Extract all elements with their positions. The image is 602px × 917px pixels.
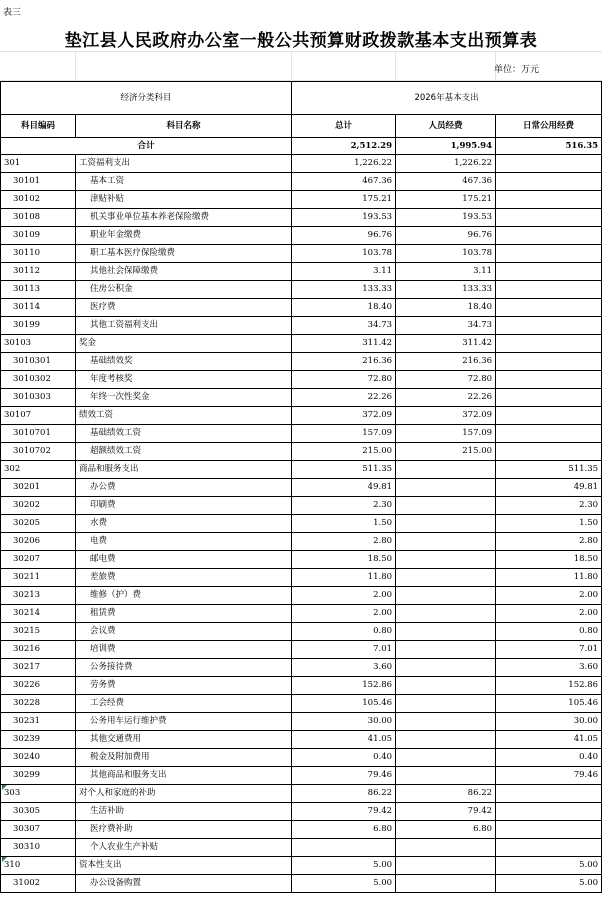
row-public: 2.00 [496,605,602,623]
row-public: 1.50 [496,515,602,533]
row-public: 7.01 [496,641,602,659]
row-total: 467.36 [292,173,396,191]
row-public: 79.46 [496,767,602,785]
table-row [1,587,602,605]
row-code: 3010701 [1,425,76,443]
row-name: 其他商品和服务支出 [76,767,292,785]
row-total: 7.01 [292,641,396,659]
row-personnel [396,497,496,515]
row-public [496,353,602,371]
header-name: 科目名称 [76,115,292,138]
row-name: 会议费 [76,623,292,641]
row-personnel [396,641,496,659]
row-personnel: 79.42 [396,803,496,821]
row-total: 1.50 [292,515,396,533]
row-personnel: 311.42 [396,335,496,353]
table-row [1,281,602,299]
row-name: 超额绩效工资 [76,443,292,461]
row-name: 商品和服务支出 [76,461,292,479]
row-code: 30214 [1,605,76,623]
row-name: 职工基本医疗保险缴费 [76,245,292,263]
row-total: 22.26 [292,389,396,407]
row-personnel [396,713,496,731]
row-public: 152.86 [496,677,602,695]
row-name: 职业年金缴费 [76,227,292,245]
row-name: 公务接待费 [76,659,292,677]
row-name: 办公设备购置 [76,875,292,893]
row-public: 49.81 [496,479,602,497]
row-public [496,227,602,245]
row-public [496,299,602,317]
row-personnel: 3.11 [396,263,496,281]
row-code: 30110 [1,245,76,263]
row-total: 2.30 [292,497,396,515]
table-row [1,425,602,443]
row-code: 31002 [1,875,76,893]
table-row [1,785,602,803]
table-row [1,623,602,641]
table-row [1,443,602,461]
table-row [1,317,602,335]
row-code: 30112 [1,263,76,281]
table-row [1,695,602,713]
table-row [1,461,602,479]
row-public [496,281,602,299]
row-public: 0.80 [496,623,602,641]
row-name: 年度考核奖 [76,371,292,389]
unit-label: 单位：万元 [494,65,540,75]
row-public: 2.80 [496,533,602,551]
row-total: 0.80 [292,623,396,641]
row-public: 5.00 [496,857,602,875]
table-row [1,749,602,767]
row-name: 维修（护）费 [76,587,292,605]
row-public: 2.30 [496,497,602,515]
row-code: 30213 [1,587,76,605]
row-personnel: 22.26 [396,389,496,407]
row-total: 133.33 [292,281,396,299]
row-public [496,317,602,335]
row-code: 303 [1,785,76,803]
row-public: 30.00 [496,713,602,731]
row-public [496,371,602,389]
row-total: 41.05 [292,731,396,749]
row-personnel [396,587,496,605]
row-name: 基础绩效工资 [76,425,292,443]
table-row [1,209,602,227]
row-public [496,389,602,407]
row-code: 30206 [1,533,76,551]
table-row [1,821,602,839]
row-code: 30310 [1,839,76,857]
cell-comment-marker [2,785,7,790]
table-row [1,875,602,893]
row-code: 30113 [1,281,76,299]
row-code: 30207 [1,551,76,569]
row-total: 30.00 [292,713,396,731]
row-code: 3010301 [1,353,76,371]
row-total: 72.80 [292,371,396,389]
row-name: 住房公积金 [76,281,292,299]
row-code: 30216 [1,641,76,659]
row-personnel [396,551,496,569]
row-name: 工资福利支出 [76,155,292,173]
row-personnel: 18.40 [396,299,496,317]
row-code: 30217 [1,659,76,677]
row-total: 511.35 [292,461,396,479]
row-code: 30240 [1,749,76,767]
total-public: 516.35 [496,138,602,155]
table-row [1,533,602,551]
table-row [1,155,602,173]
table-row [1,299,602,317]
row-code: 30102 [1,191,76,209]
row-personnel [396,659,496,677]
row-code: 30205 [1,515,76,533]
total-personnel: 1,995.94 [396,138,496,155]
row-personnel: 157.09 [396,425,496,443]
total-label: 合计 [1,138,292,155]
row-name: 税金及附加费用 [76,749,292,767]
row-personnel: 215.00 [396,443,496,461]
table-row [1,659,602,677]
row-total: 11.80 [292,569,396,587]
row-public [496,335,602,353]
row-code: 30215 [1,623,76,641]
table-row [1,389,602,407]
row-name: 绩效工资 [76,407,292,425]
row-public: 0.40 [496,749,602,767]
row-total: 2.00 [292,605,396,623]
row-public: 41.05 [496,731,602,749]
row-code: 30201 [1,479,76,497]
table-row [1,371,602,389]
row-total: 3.60 [292,659,396,677]
row-public: 105.46 [496,695,602,713]
table-row [1,497,602,515]
row-code: 30101 [1,173,76,191]
row-code: 3010303 [1,389,76,407]
row-total: 34.73 [292,317,396,335]
row-total: 96.76 [292,227,396,245]
budget-table [0,81,602,893]
row-public [496,821,602,839]
row-public [496,803,602,821]
row-total: 1,226.22 [292,155,396,173]
row-code: 30305 [1,803,76,821]
row-name: 机关事业单位基本养老保险缴费 [76,209,292,227]
row-total: 215.00 [292,443,396,461]
row-total: 157.09 [292,425,396,443]
table-row [1,641,602,659]
row-total: 2.80 [292,533,396,551]
row-total: 152.86 [292,677,396,695]
row-name: 劳务费 [76,677,292,695]
row-total: 5.00 [292,857,396,875]
row-name: 培训费 [76,641,292,659]
row-public [496,425,602,443]
row-code: 30239 [1,731,76,749]
row-personnel: 96.76 [396,227,496,245]
table-row [1,569,602,587]
row-name: 奖金 [76,335,292,353]
row-personnel [396,677,496,695]
row-public: 5.00 [496,875,602,893]
row-name: 差旅费 [76,569,292,587]
row-personnel [396,875,496,893]
row-code: 30211 [1,569,76,587]
row-personnel [396,749,496,767]
row-total: 6.80 [292,821,396,839]
row-personnel [396,569,496,587]
page-title: 垫江县人民政府办公室一般公共预算财政拨款基本支出预算表 [64,31,538,51]
table-row [1,173,602,191]
row-total: 79.42 [292,803,396,821]
header-total: 总计 [292,115,396,138]
row-personnel: 175.21 [396,191,496,209]
row-total: 3.11 [292,263,396,281]
row-code: 30228 [1,695,76,713]
row-total: 79.46 [292,767,396,785]
table-row [1,191,602,209]
row-personnel [396,695,496,713]
row-name: 医疗费补助 [76,821,292,839]
table-row [1,479,602,497]
row-name: 水费 [76,515,292,533]
row-code: 30299 [1,767,76,785]
table-row [1,767,602,785]
row-name: 电费 [76,533,292,551]
table-row [1,677,602,695]
row-name: 资本性支出 [76,857,292,875]
row-personnel: 467.36 [396,173,496,191]
header-code: 科目编码 [1,115,76,138]
row-total: 2.00 [292,587,396,605]
row-total: 105.46 [292,695,396,713]
table-row [1,407,602,425]
row-name: 其他社会保障缴费 [76,263,292,281]
table-row [1,803,602,821]
row-public [496,443,602,461]
row-personnel [396,515,496,533]
table-row [1,245,602,263]
row-total: 49.81 [292,479,396,497]
row-total: 193.53 [292,209,396,227]
cell-comment-marker [2,857,7,862]
table-number-label: 表三 [3,8,22,18]
row-public: 3.60 [496,659,602,677]
row-public: 11.80 [496,569,602,587]
row-total: 216.36 [292,353,396,371]
table-row [1,515,602,533]
table-row [1,857,602,875]
header-public: 日常公用经费 [496,115,602,138]
row-total: 311.42 [292,335,396,353]
row-code: 30114 [1,299,76,317]
row-name: 公务用车运行维护费 [76,713,292,731]
row-public [496,245,602,263]
row-total [292,839,396,857]
row-code: 3010302 [1,371,76,389]
row-personnel [396,731,496,749]
row-total: 5.00 [292,875,396,893]
row-total: 86.22 [292,785,396,803]
row-code: 301 [1,155,76,173]
row-personnel [396,461,496,479]
row-code: 30226 [1,677,76,695]
row-name: 其他工资福利支出 [76,317,292,335]
row-code: 30199 [1,317,76,335]
row-personnel [396,623,496,641]
row-personnel: 6.80 [396,821,496,839]
row-personnel [396,857,496,875]
row-name: 年终一次性奖金 [76,389,292,407]
row-name: 津贴补贴 [76,191,292,209]
row-code: 30307 [1,821,76,839]
total-sum: 2,512.29 [292,138,396,155]
row-public [496,209,602,227]
row-personnel [396,479,496,497]
row-public [496,263,602,281]
header-personnel: 人员经费 [396,115,496,138]
table-row [1,263,602,281]
row-personnel: 193.53 [396,209,496,227]
row-name: 办公费 [76,479,292,497]
table-row [1,605,602,623]
row-personnel: 86.22 [396,785,496,803]
row-code: 30108 [1,209,76,227]
row-total: 372.09 [292,407,396,425]
row-personnel: 1,226.22 [396,155,496,173]
row-personnel: 103.78 [396,245,496,263]
table-row [1,551,602,569]
row-total: 0.40 [292,749,396,767]
table-row [1,713,602,731]
row-name: 工会经费 [76,695,292,713]
row-personnel: 72.80 [396,371,496,389]
row-personnel: 133.33 [396,281,496,299]
row-code: 30202 [1,497,76,515]
row-public [496,839,602,857]
row-name: 其他交通费用 [76,731,292,749]
row-code: 3010702 [1,443,76,461]
row-name: 印刷费 [76,497,292,515]
row-personnel [396,533,496,551]
row-personnel [396,605,496,623]
row-name: 租赁费 [76,605,292,623]
row-total: 18.50 [292,551,396,569]
row-personnel: 372.09 [396,407,496,425]
row-total: 18.40 [292,299,396,317]
row-name: 基本工资 [76,173,292,191]
row-name: 医疗费 [76,299,292,317]
row-personnel [396,839,496,857]
row-code: 30109 [1,227,76,245]
row-personnel: 34.73 [396,317,496,335]
total-row [1,138,602,155]
row-public [496,173,602,191]
table-row [1,335,602,353]
row-public [496,155,602,173]
row-public: 2.00 [496,587,602,605]
table-row [1,353,602,371]
row-name: 个人农业生产补贴 [76,839,292,857]
table-row [1,839,602,857]
row-code: 310 [1,857,76,875]
row-public [496,191,602,209]
row-personnel [396,767,496,785]
row-code: 30231 [1,713,76,731]
row-code: 302 [1,461,76,479]
table-row [1,227,602,245]
row-code: 30107 [1,407,76,425]
header-economic-category: 经济分类科目 [1,82,292,115]
row-name: 基础绩效奖 [76,353,292,371]
table-row [1,731,602,749]
row-name: 生活补助 [76,803,292,821]
row-total: 103.78 [292,245,396,263]
row-name: 邮电费 [76,551,292,569]
header-basic-expenditure-year: 2026年基本支出 [292,82,602,115]
row-name: 对个人和家庭的补助 [76,785,292,803]
row-public [496,407,602,425]
row-personnel: 216.36 [396,353,496,371]
row-public: 18.50 [496,551,602,569]
row-public: 511.35 [496,461,602,479]
row-code: 30103 [1,335,76,353]
row-public [496,785,602,803]
row-total: 175.21 [292,191,396,209]
